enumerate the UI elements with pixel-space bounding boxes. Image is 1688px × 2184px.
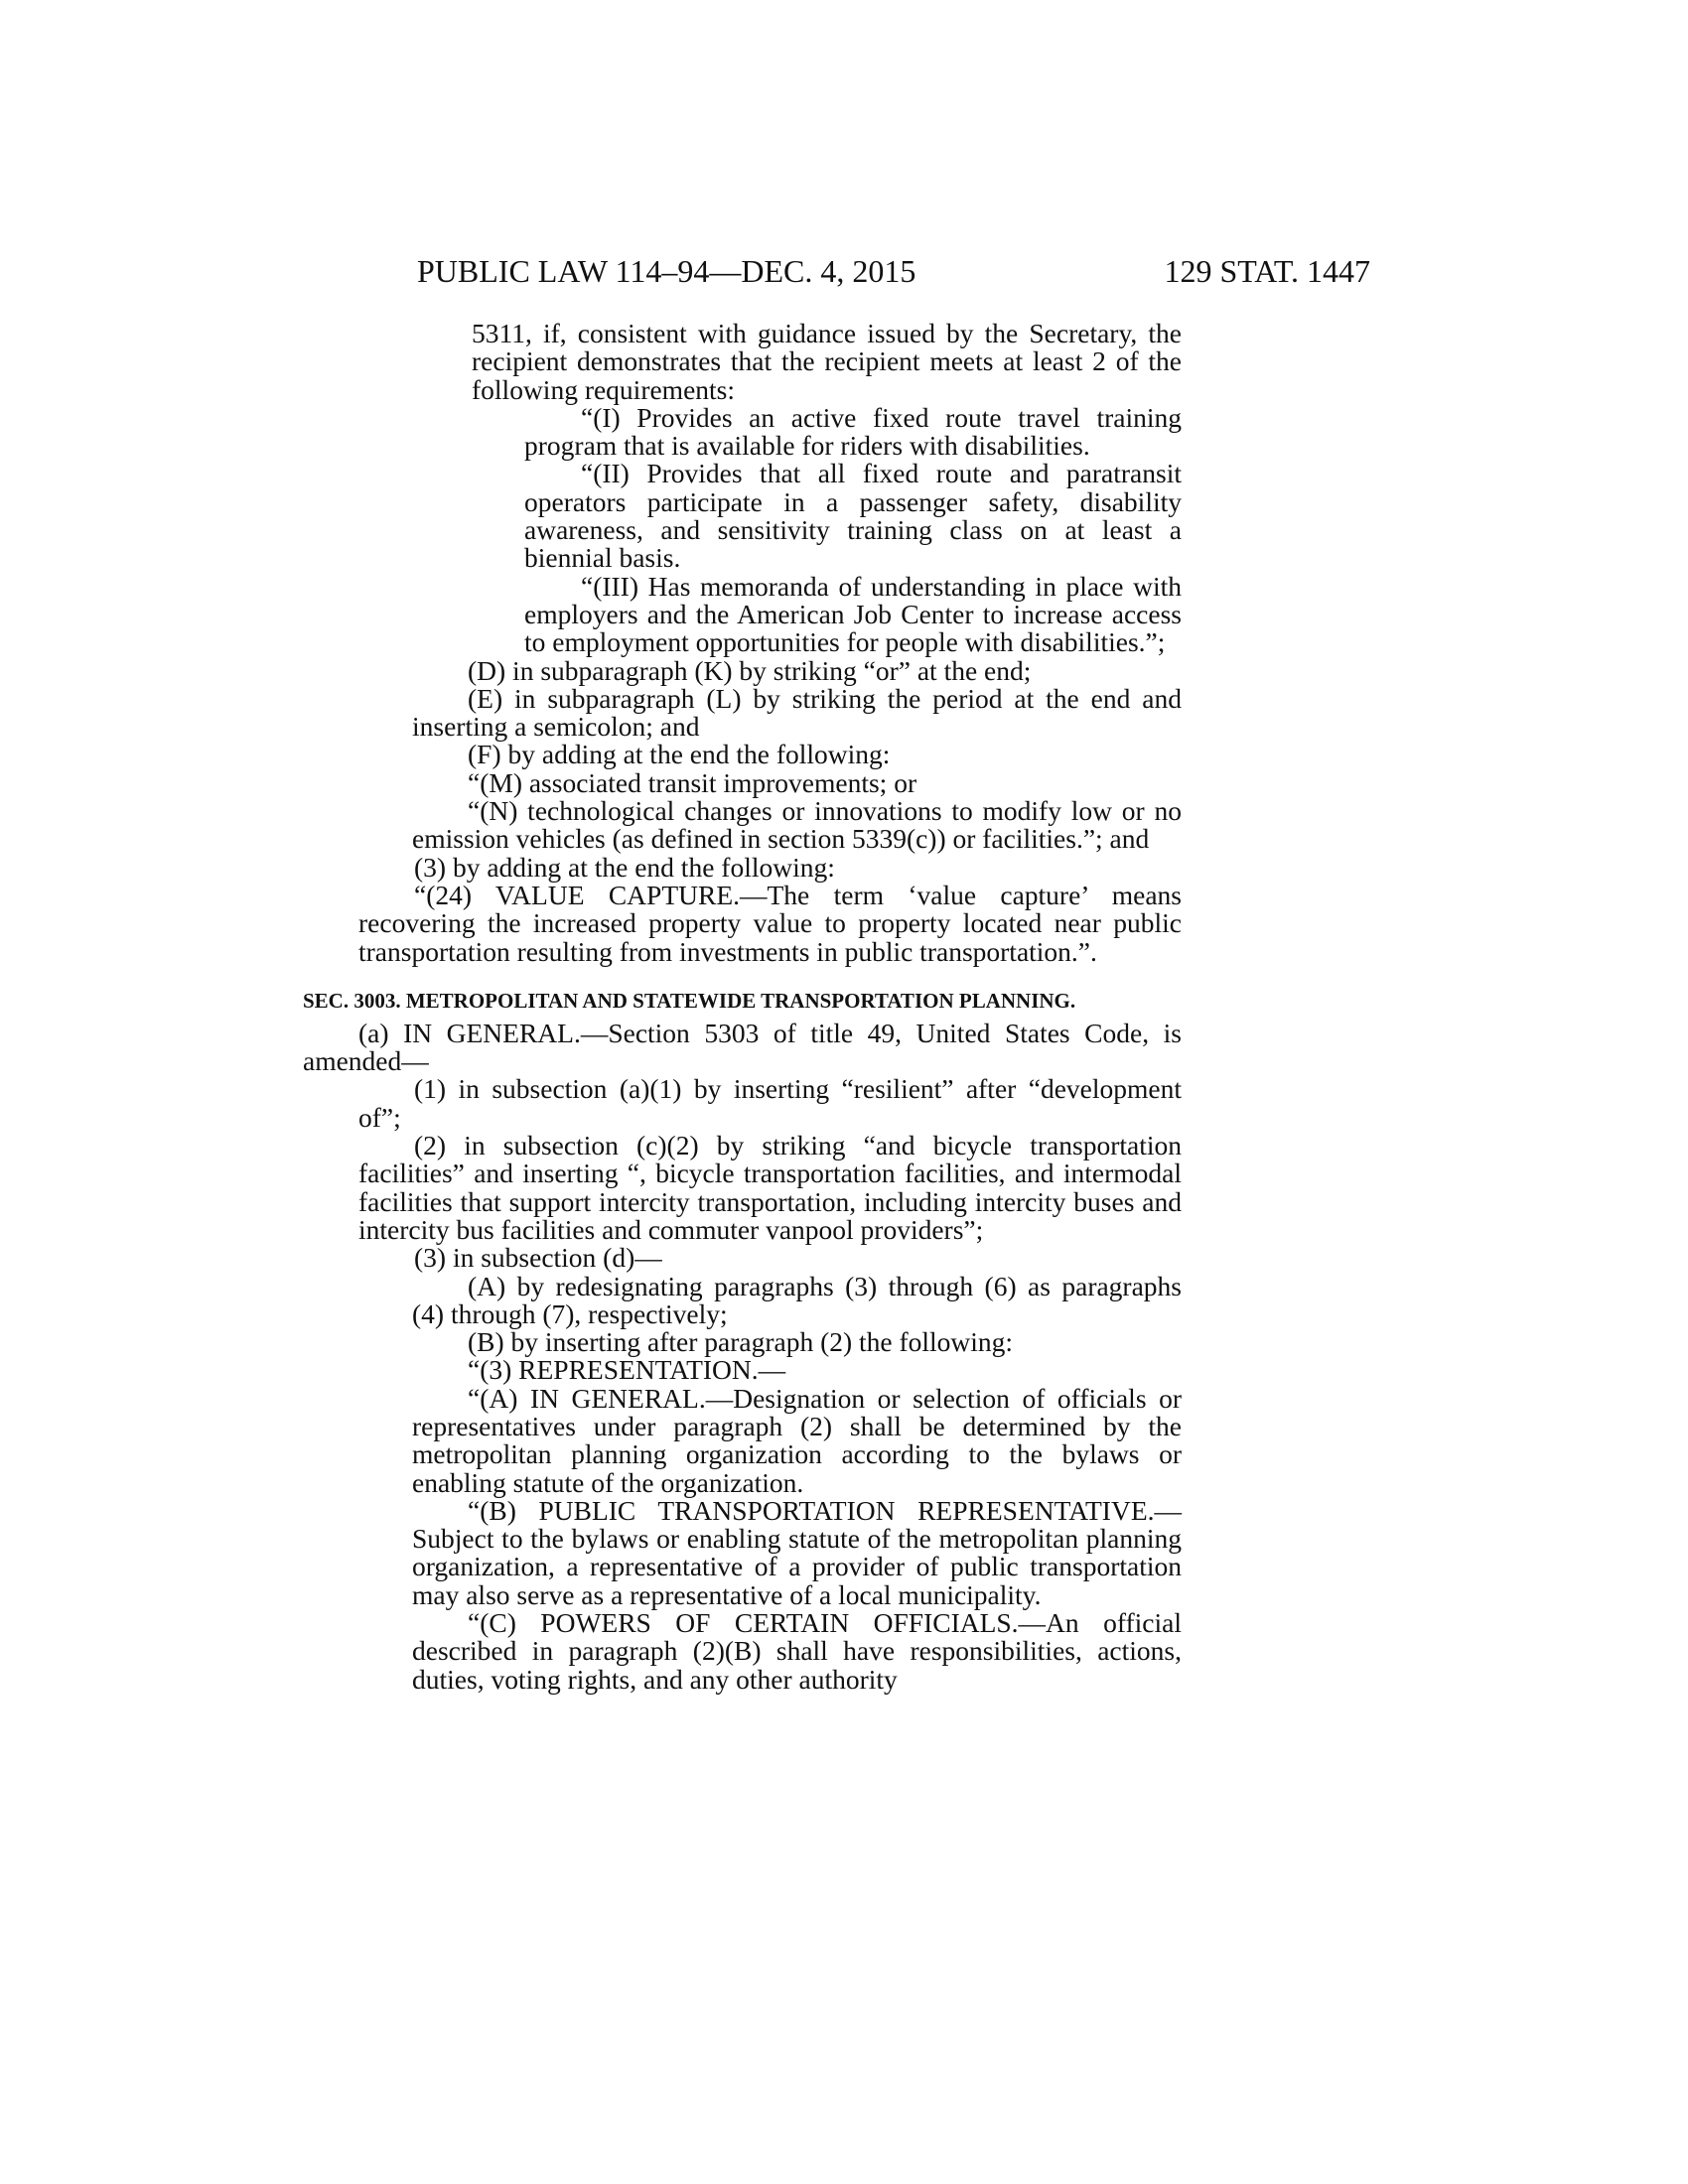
- paragraph: (D) in subparagraph (K) by striking “or” at the end;: [468, 654, 1032, 686]
- public-law-citation: PUBLIC LAW 114–94—DEC. 4, 2015: [417, 253, 916, 289]
- paragraph: (F) by adding at the end the following:: [468, 739, 891, 770]
- paragraph: “(A) IN GENERAL.—Designation or selection of officials or representatives under paragraph (2) shall be determined by the metropolitan planning organization according to the bylaws or enabling statute of the organization.: [412, 1382, 1182, 1498]
- paragraph: (3) by adding at the end the following:: [414, 851, 835, 883]
- paragraph: “(24) VALUE CAPTURE.—The term ‘value capture’ means recovering the increased property value to property located near public transportation resulting from investments in public transportation.”.: [358, 879, 1182, 967]
- paragraph: (1) in subsection (a)(1) by inserting “resilient” after “development of”;: [358, 1073, 1182, 1133]
- paragraph: “(III) Has memoranda of understanding in place with employers and the American Job Center to increase access to employment opportunities for people with disabilities.”;: [524, 570, 1182, 658]
- statutes-page-number: 129 STAT. 1447: [1164, 253, 1370, 289]
- paragraph: (a) IN GENERAL.—Section 5303 of title 49, United States Code, is amended—: [303, 1017, 1182, 1077]
- paragraph: “(II) Provides that all fixed route and paratransit operators participate in a passenger safety, disability awareness, and sensitivity training class on at least a biennial basis.: [524, 458, 1182, 574]
- section-heading: SEC. 3003. METROPOLITAN AND STATEWIDE TRANSPORTATION PLANNING.: [303, 988, 1076, 1013]
- paragraph: (3) in subsection (d)—: [414, 1242, 662, 1274]
- page-body: [303, 320, 1182, 1694]
- paragraph: (A) by redesignating paragraphs (3) through (6) as paragraphs (4) through (7), respectively;: [412, 1270, 1182, 1329]
- paragraph: (B) by inserting after paragraph (2) the following:: [468, 1326, 1014, 1358]
- paragraph: “(M) associated transit improvements; or: [468, 766, 917, 798]
- paragraph: “(I) Provides an active fixed route travel training program that is available for riders with disabilities.: [524, 401, 1182, 462]
- paragraph: 5311, if, consistent with guidance issued by the Secretary, the recipient demonstrates that the recipient meets at least 2 of the following requirements:: [472, 318, 1182, 405]
- paragraph: “(B) PUBLIC TRANSPORTATION REPRESENTATIVE.—Subject to the bylaws or enabling statute of the metropolitan planning organization, a representative of a provider of public transportation may also serve as a representative of a local municipality.: [412, 1494, 1182, 1610]
- paragraph: (E) in subparagraph (L) by striking the period at the end and inserting a semicolon; and: [412, 682, 1182, 743]
- paragraph: “(C) POWERS OF CERTAIN OFFICIALS.—An official described in paragraph (2)(B) shall have responsibilities, actions, duties, voting rights, and any other authority: [412, 1607, 1182, 1695]
- running-header: [298, 253, 1370, 293]
- paragraph: (2) in subsection (c)(2) by striking “and bicycle transportation facilities” and inserting “, bicycle transportation facilities, and intermodal facilities that support intercity transportation, including intercity buses and intercity bus facilities and commuter vanpool providers”;: [358, 1130, 1182, 1245]
- paragraph: “(N) technological changes or innovations to modify low or no emission vehicles (as defined in section 5339(c)) or facilities.”; and: [412, 795, 1182, 855]
- paragraph: “(3) REPRESENTATION.—: [468, 1354, 786, 1386]
